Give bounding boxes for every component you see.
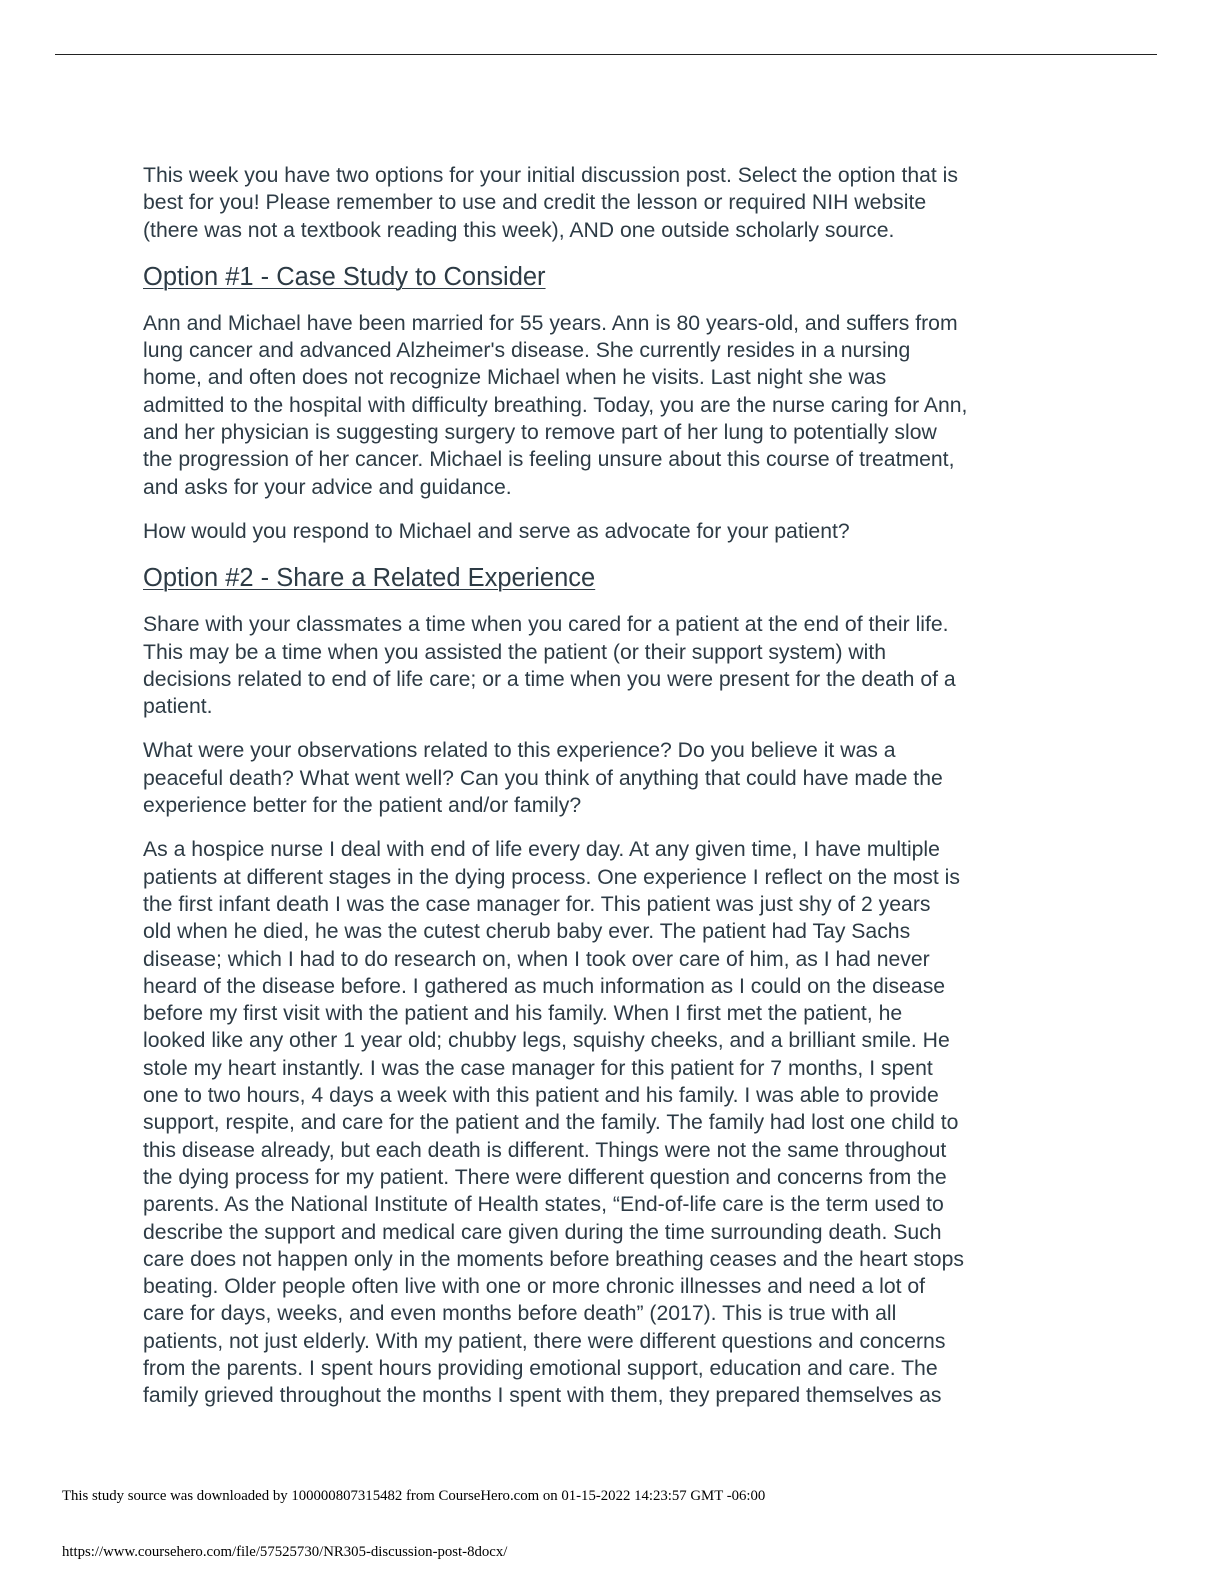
- text-line: the progression of her cancer. Michael is feeling unsure about this course of treatment,: [143, 448, 955, 472]
- text-line: stole my heart instantly. I was the case manager for this patient for 7 months, I spent: [143, 1056, 933, 1080]
- text-line: and asks for your advice and guidance.: [143, 475, 512, 499]
- text-line: this disease already, but each death is different. Things were not the same throughout: [143, 1138, 947, 1162]
- text-line: home, and often does not recognize Michael when he visits. Last night she was: [143, 366, 887, 390]
- text-line: decisions related to end of life care; or a time when you were present for the death of a: [143, 667, 956, 691]
- document-body: [143, 162, 1078, 1427]
- text-line: looked like any other 1 year old; chubby legs, squishy cheeks, and a brilliant smile. He: [143, 1029, 950, 1053]
- text-line: beating. Older people often live with one or more chronic illnesses and need a lot of: [143, 1275, 926, 1299]
- text-line: patients, not just elderly. With my patient, there were different questions and concerns: [143, 1329, 946, 1353]
- text-line: old when he died, he was the cutest cherub baby ever. The patient had Tay Sachs: [143, 920, 911, 944]
- text-line: How would you respond to Michael and serve as advocate for your patient?: [143, 519, 850, 543]
- intro-paragraph: [143, 162, 1078, 244]
- text-line: the dying process for my patient. There were different question and concerns from the: [143, 1165, 947, 1189]
- text-line: peaceful death? What went well? Can you think of anything that could have made the: [143, 766, 943, 790]
- text-line: care for days, weeks, and even months before death” (2017). This is true with all: [143, 1302, 897, 1326]
- text-line: the first infant death I was the case manager for. This patient was just shy of 2 years: [143, 892, 931, 916]
- option-1-heading: Option #1 - Case Study to Consider: [143, 262, 546, 291]
- text-line: This week you have two options for your initial discussion post. Select the option that is: [143, 164, 958, 187]
- text-line: patient.: [143, 695, 213, 719]
- text-line: before my first visit with the patient and his family. When I first met the patient, he: [143, 1002, 903, 1026]
- experience-questions-paragraph: [143, 737, 1078, 819]
- text-line: describe the support and medical care given during the time surrounding death. Such: [143, 1220, 942, 1244]
- experience-prompt-paragraph: [143, 611, 1078, 720]
- response-paragraph: [143, 836, 1078, 1409]
- text-line: disease; which I had to do research on, when I took over care of him, as I had never: [143, 947, 930, 971]
- text-line: and her physician is suggesting surgery to remove part of her lung to potentially slow: [143, 421, 937, 445]
- text-line: As a hospice nurse I deal with end of life every day. At any given time, I have multiple: [143, 838, 940, 862]
- text-line: admitted to the hospital with difficulty breathing. Today, you are the nurse caring for Ann,: [143, 393, 968, 417]
- text-line: Share with your classmates a time when you cared for a patient at the end of their life.: [143, 613, 949, 637]
- text-line: patients at different stages in the dying process. One experience I reflect on the most is: [143, 865, 960, 889]
- text-line: experience better for the patient and/or family?: [143, 794, 582, 818]
- text-line: heard of the disease before. I gathered as much information as I could on the disease: [143, 974, 946, 998]
- text-line: support, respite, and care for the patient and the family. The family had lost one child to: [143, 1111, 959, 1135]
- case-study-question: [143, 518, 1078, 545]
- source-url[interactable]: https://www.coursehero.com/file/57525730/NR305-discussion-post-8docx/: [62, 1544, 508, 1560]
- text-line: care does not happen only in the moments before breathing ceases and the heart stops: [143, 1247, 964, 1271]
- text-line: What were your observations related to this experience? Do you believe it was a: [143, 739, 896, 763]
- header-rule: [55, 54, 1157, 55]
- option-2-heading: Option #2 - Share a Related Experience: [143, 564, 596, 593]
- text-line: parents. As the National Institute of Health states, “End-of-life care is the term used to: [143, 1193, 944, 1217]
- case-study-paragraph: [143, 310, 1078, 501]
- text-line: This may be a time when you assisted the patient (or their support system) with: [143, 640, 887, 664]
- text-line: from the parents. I spent hours providing emotional support, education and care. The: [143, 1356, 938, 1380]
- text-line: best for you! Please remember to use and credit the lesson or required NIH website: [143, 191, 927, 215]
- text-line: lung cancer and advanced Alzheimer's disease. She currently resides in a nursing: [143, 339, 911, 363]
- text-line: family grieved throughout the months I spent with them, they prepared themselves as: [143, 1384, 942, 1408]
- text-line: (there was not a textbook reading this week), AND one outside scholarly source.: [143, 218, 895, 242]
- download-notice: This study source was downloaded by 100000807315482 from CourseHero.com on 01-15-2022 14:23:57 GMT -06:00: [62, 1488, 766, 1504]
- text-line: Ann and Michael have been married for 55 years. Ann is 80 years-old, and suffers from: [143, 311, 958, 335]
- text-line: one to two hours, 4 days a week with this patient and his family. I was able to provide: [143, 1084, 939, 1108]
